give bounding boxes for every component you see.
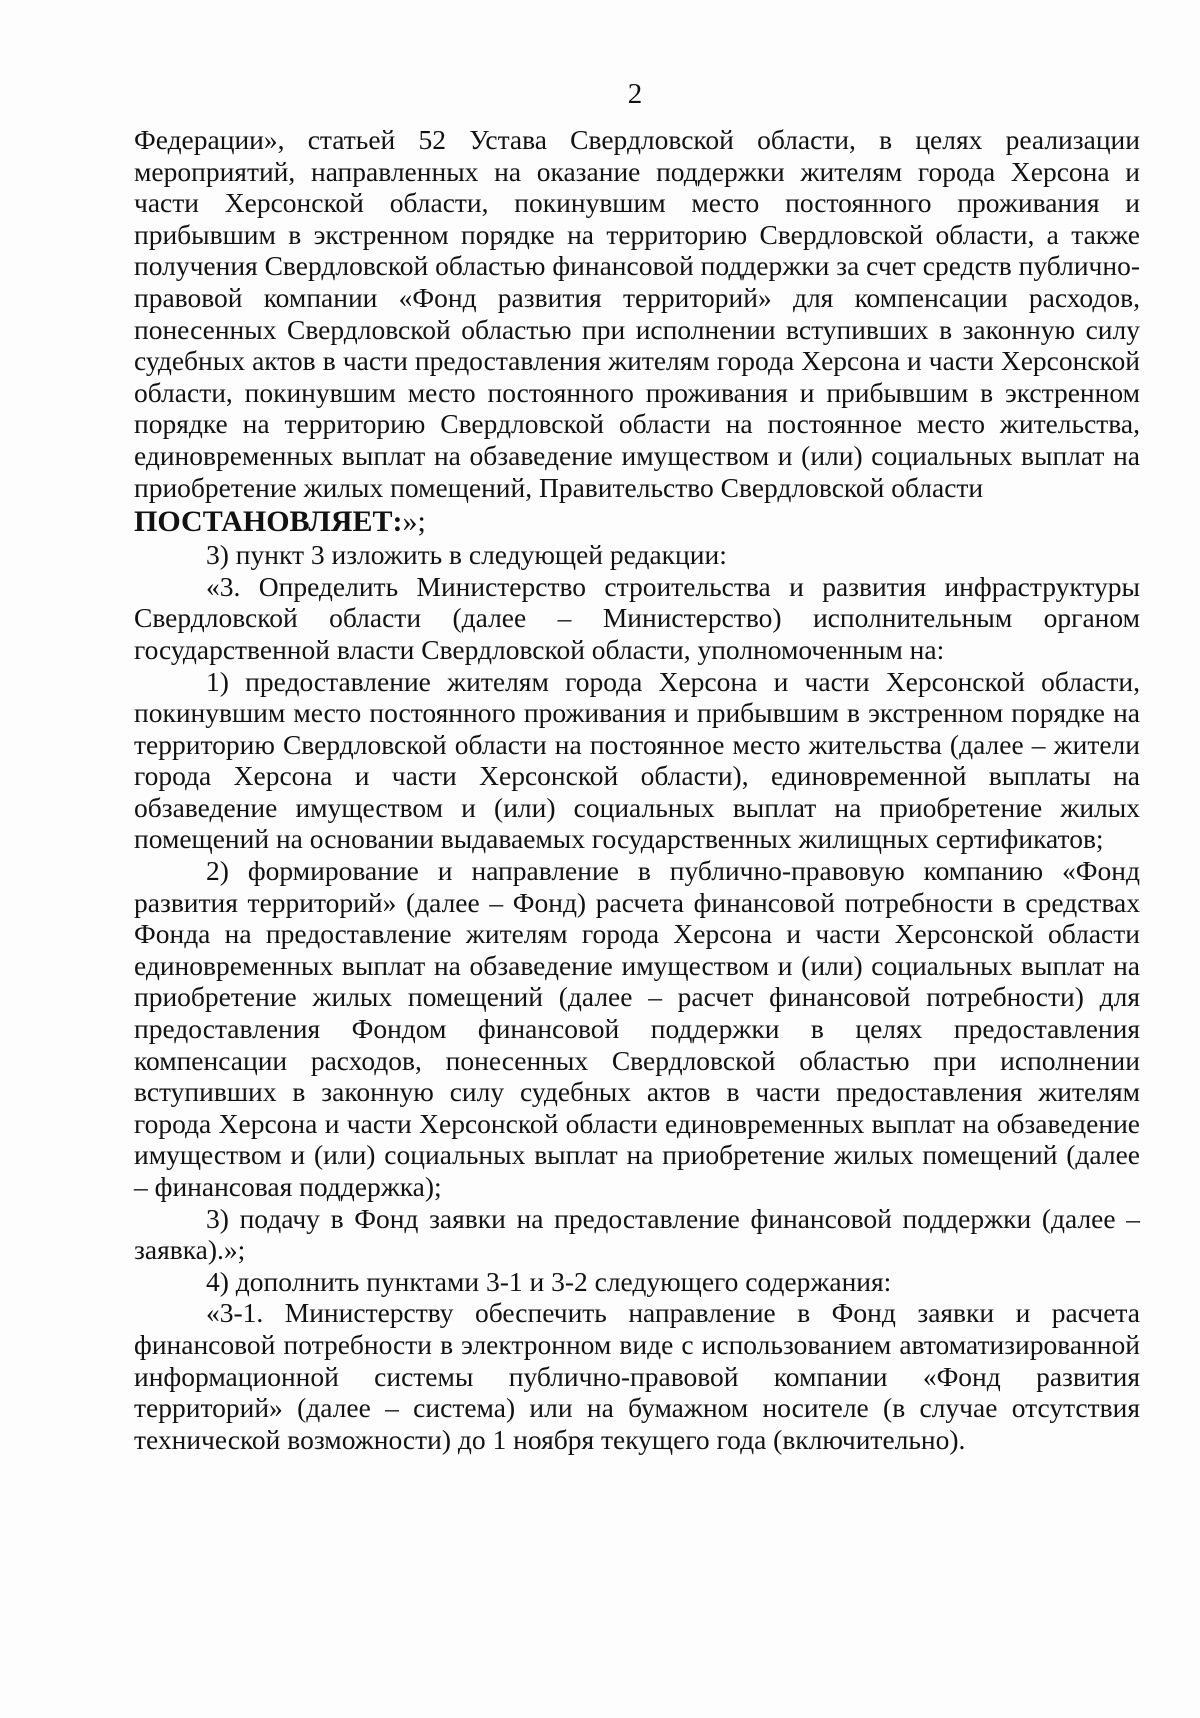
clause-3-subitem-1: 1) предоставление жителям города Херсона и части Херсонской области, покинувшим место постоянного проживания и прибывшим в экстренном порядке на территорию Свердловской области на постоянное место жительства (далее – жители города Херсона и части Херсонской области), единовременной выплаты на обзаведение имуществом и (или) социальных выплат на приобретение жилых помещений на основании выдаваемых государственных жилищных сертификатов; [134,665,1140,855]
decree-word: ПОСТАНОВЛЯЕТ: [134,505,403,539]
clause-3-subitem-2: 2) формирование и направление в публично-правовую компанию «Фонд развития территорий» (далее – Фонд) расчета финансовой потребности в средствах Фонда на предоставление жителям города Херсона и части Херсонской области единовременных выплат на обзаведение имуществом и (или) социальных выплат на приобретение жилых помещений (далее – расчет финансовой потребности) для предоставления Фондом финансовой поддержки в целях предоставления компенсации расходов, понесенных Свердловской областью при исполнении вступивших в законную силу судебных актов в части предоставления жителям города Херсона и части Херсонской области единовременных выплат на обзаведение имуществом и (или) социальных выплат на приобретение жилых помещений (далее – финансовая поддержка); [134,855,1140,1202]
clause-3-1-paragraph: «3-1. Министерству обеспечить направление в Фонд заявки и расчета финансовой потребности в электронном виде с использованием автоматизированной информационной системы публично-правовой компании «Фонд развития территорий» (далее – система) или на бумажном носителе (в случае отсутствия технической возможности) до 1 ноября текущего года (включительно). [134,1297,1140,1455]
decree-tail: »; [402,505,426,539]
amendment-item-3: 3) пункт 3 изложить в следующей редакции: [206,539,727,571]
clause-3-paragraph: «3. Определить Министерство строительства и развития инфраструктуры Свердловской области (далее – Министерство) исполнительным органом государственной власти Свердловской области, уполномоченным на: [134,570,1140,665]
preamble-paragraph: Федерации», статьей 52 Устава Свердловской области, в целях реализации мероприятий, направленных на оказание поддержки жителям города Херсона и части Херсонской области, покинувшим место постоянного проживания и прибывшим в экстренном порядке на территорию Свердловской области, а также получения Свердловской областью финансовой поддержки за счет средств публично-правовой компании «Фонд развития территорий» для компенсации расходов, понесенных Свердловской областью при исполнении вступивших в законную силу судебных актов в части предоставления жителям города Херсона и части Херсонской области, покинувшим место постоянного проживания и прибывшим в экстренном порядке на территорию Свердловской области на постоянное место жительства, единовременных выплат на обзаведение имуществом и (или) социальных выплат на приобретение жилых помещений, Правительство Свердловской области [134,124,1140,503]
decree-heading [134,505,1140,539]
document-body [134,124,1140,1455]
amendment-item-4: 4) дополнить пунктами 3-1 и 3-2 следующего содержания: [206,1265,892,1297]
page-number: 2 [627,78,643,110]
clause-3-subitem-3: 3) подачу в Фонд заявки на предоставление финансовой поддержки (далее – заявка).»; [134,1202,1140,1266]
